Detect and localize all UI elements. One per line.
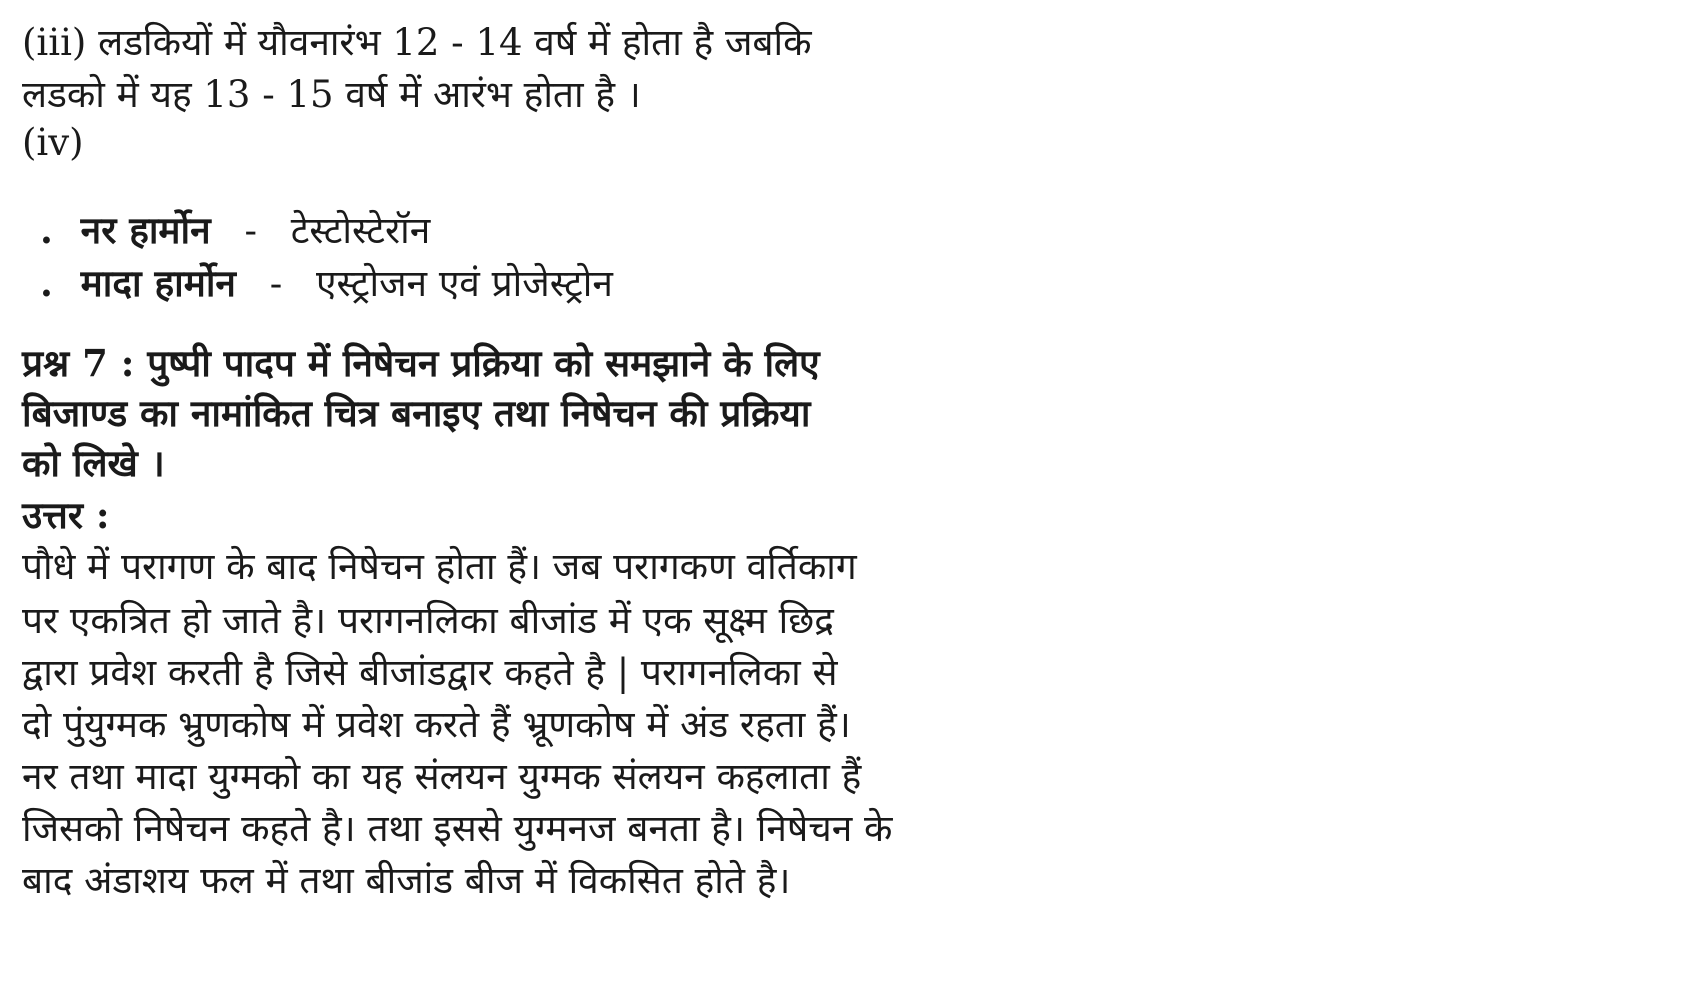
hormone-term: नर हार्मोन: [80, 208, 211, 252]
hormone-value: टेस्टोस्टेरॉन: [290, 209, 431, 252]
answer-line-1: पौधे में परागण के बाद निषेचन होता हैं। जब परागकण वर्तिकाग: [22, 545, 857, 588]
hormone-item-male: [40, 205, 430, 256]
hormone-value: एस्ट्रोजन एवं प्रोजेस्ट्रोन: [316, 262, 613, 305]
hormone-term: मादा हार्मोन: [80, 261, 236, 305]
question-line-2: बिजाण्ड का नामांकित चित्र बनाइए तथा निषेचन की प्रक्रिया: [22, 391, 811, 435]
answer-line-2: पर एकत्रित हो जाते है। परागनलिका बीजांड में एक सूक्ष्म छिद्र: [22, 599, 834, 642]
question-line-3: को लिखे ।: [22, 441, 165, 485]
part-iii-line-2: लडको में यह 13 - 15 वर्ष में आरंभ होता है ।: [22, 73, 641, 116]
answer-line-3: द्वारा प्रवेश करती है जिसे बीजांडद्वार कहते है | परागनलिका से: [22, 651, 838, 694]
bullet-dot: .: [40, 208, 53, 252]
question-line-1: प्रश्न 7 : पुष्पी पादप में निषेचन प्रक्रिया को समझाने के लिए: [22, 341, 820, 385]
answer-line-5: नर तथा मादा युग्मको का यह संलयन युग्मक संलयन कहलाता हैं: [22, 755, 862, 798]
part-iii-line-1: (iii) लडकियों में यौवनारंभ 12 - 14 वर्ष में होता है जबकि: [22, 21, 812, 64]
part-iv-label: (iv): [22, 121, 84, 164]
bullet-dot: .: [40, 261, 53, 305]
answer-label: उत्तर :: [22, 493, 110, 537]
hormone-item-female: [40, 258, 613, 309]
answer-line-4: दो पुंयुग्मक भ्रुणकोष में प्रवेश करते हैं भ्रूणकोष में अंड रहता हैं।: [22, 703, 851, 746]
answer-line-7: बाद अंडाशय फल में तथा बीजांड बीज में विकसित होते है।: [22, 859, 791, 902]
hormone-dash: -: [244, 209, 257, 252]
hormone-dash: -: [269, 262, 283, 305]
answer-line-6: जिसको निषेचन कहते है। तथा इससे युग्मनज बनता है। निषेचन के: [22, 807, 893, 850]
